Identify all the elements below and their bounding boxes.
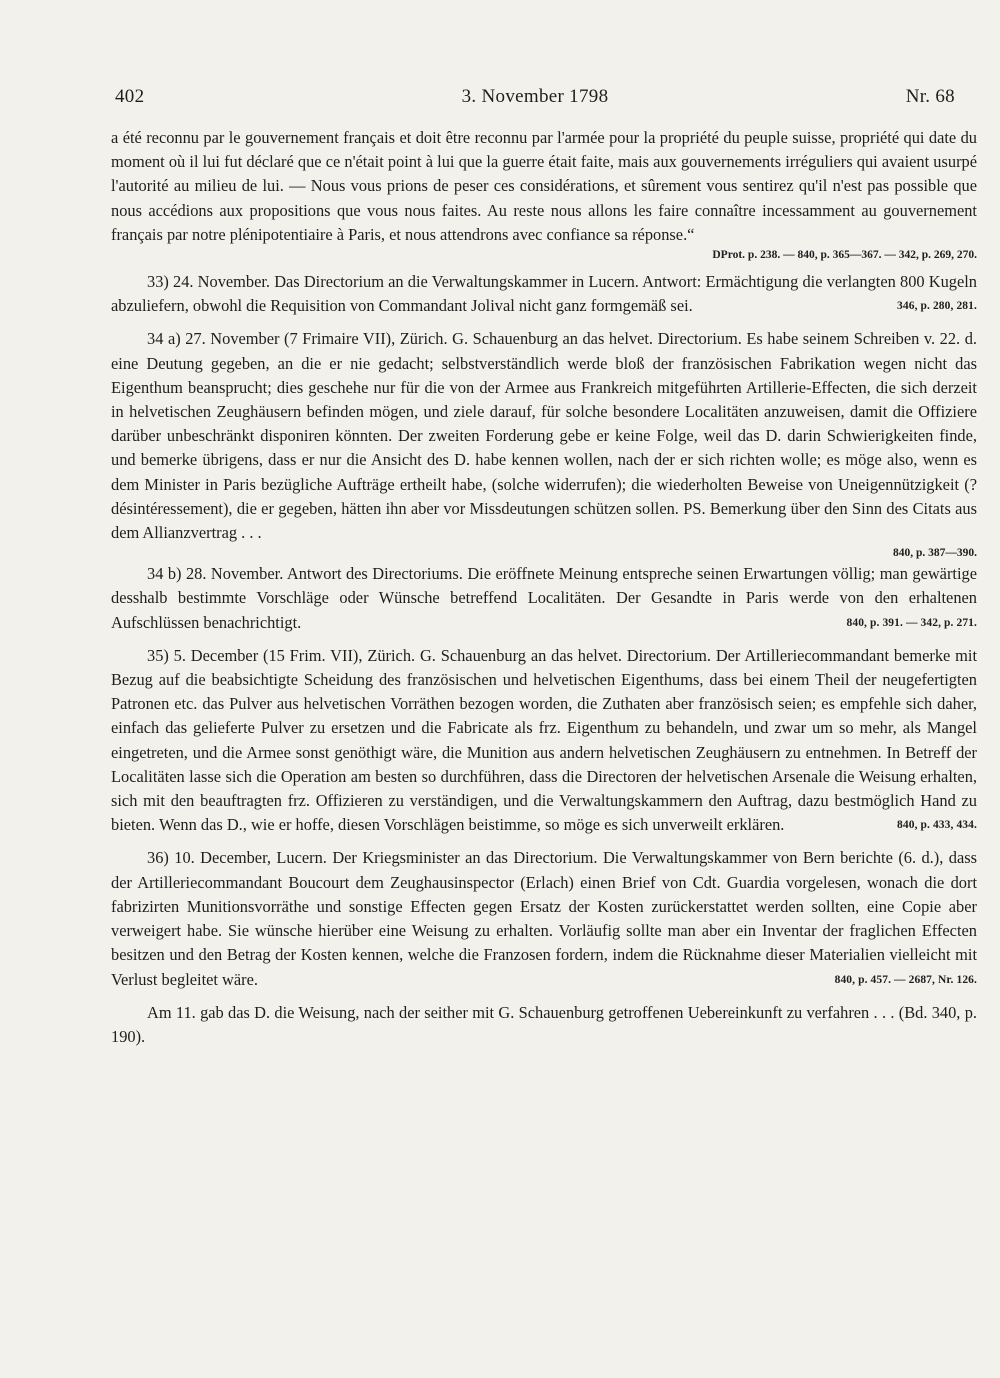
letter-end-text: a été reconnu par le gouvernement français et doit être reconnu par l'armée pour la propriété du peuple suisse, propriété qui date du moment où il lui fut déclaré que ce n'était point à lui que la guerre était faite, mais aux gouvernements irréguliers qui avaient usurpé l'autorité au milieu de lui. — Nous vous prions de peser ces considérations, et sûrement vous sentirez qu'il n'est pas possible que nous accédions aux propositions que vous nous faites. Au reste nous allons les faire connaître incessamment au gouvernement français par notre plénipotentiaire à Paris, et nous attendrons avec confiance sa réponse.“ [111,128,977,244]
item-number: Nr. 68 [905,86,955,107]
page-header [115,86,955,116]
entry-36-reference: 840, p. 457. — 2687, Nr. 126. [834,973,977,986]
page-body [111,126,977,1049]
entry-35-reference: 840, p. 433, 434. [897,819,977,832]
entry-34a-reference: 840, p. 387—390. [892,547,977,560]
entry-34b [111,562,977,635]
entry-36 [111,846,977,991]
entry-35 [111,644,977,838]
entry-35-text: 35) 5. December (15 Frim. VII), Zürich. G. Schauenburg an das helvet. Directorium. Der Artilleriecommandant bemerke mit Bezug auf die beabsichtigte Scheidung des französischen und helvetischen Eigenthums, dass bei einem Theil der neugefertigten Patronen etc. das Pulver aus helvetischen Vorräthen bezogen worden, die Zuthaten aber französisch seien; es empfehle sich daher, einfach das gelieferte Pulver zu ersetzen und die Fabricate als frz. Eigenthum zu behandeln, und zwar um so mehr, als Mangel eingetreten, und die Armee sonst genöthigt wäre, die Munition aus andern helvetischen Zeughäusern zu entnehmen. In Betreff der Localitäten lasse sich die Operation am besten so durchführen, dass die Directoren der helvetischen Arsenale die Weisung erhalten, sich mit den beauftragten frz. Offizieren zu verständigen, und die Verwaltungskammern den Auftrag, dazu bestmöglich Hand zu bieten. Wenn das D., wie er hoffe, diesen Vorschlägen beistimme, so möge es sich unverweilt erklären. [111,645,977,835]
entry-33-text: 33) 24. November. Das Directorium an die Verwaltungskammer in Lucern. Antwort: Ermächtigung die verlangten 800 Kugeln abzuliefern, obwohl die Requisition von Commandant Jolival nicht ganz formgemäß sei. [111,272,977,316]
entry-33 [111,270,977,318]
entry-34b-reference: 840, p. 391. — 342, p. 271. [846,616,977,629]
entry-34b-text: 34 b) 28. November. Antwort des Directoriums. Die eröffnete Meinung entspreche seinen Erwartungen völlig; man gewärtige desshalb bestimmte Vorschläge oder Wünsche betreffend Localitäten. Der Gesandte in Paris werde von den erhaltenen Aufschlüssen benachrichtigt. [111,564,977,632]
entry-34a-text: 34 a) 27. November (7 Frimaire VII), Zürich. G. Schauenburg an das helvet. Directorium. Es habe seinem Schreiben v. 22. d. eine Deutung gegeben, an die er nie gedacht; selbstverständlich werde bloß der französischen Fabrikation wegen nicht das Eigenthum beansprucht; dies geschehe nur für die von der Armee aus Frankreich mitgeführten Artillerie-Effecten, die sich derzeit in helvetischen Zeughäusern befinden mögen, und ziele darauf, für solche besondere Localitäten anzuweisen, damit die Offiziere darüber unbeschränkt disponiren könnten. Der zweiten Forderung gebe er keine Folge, weil das D. darin Schwierigkeiten finde, und bemerke übrigens, dass er nur die Ansicht des D. habe kennen wollen, nach der er sich richten wolle; es möge also, wenn es dem Minister in Paris bezügliche Aufträge ertheilt habe, (solche widerrufen); die wiederholten Beweise von Uneigennützigkeit (?désintéressement), die er gegeben, hätten ihn aber vor Missdeutungen schützen sollen. PS. Bemerkung über den Sinn des Citats aus dem Allianzvertrag . . . [111,329,977,543]
entry-36-note [111,1001,977,1049]
header-date: 3. November 1798 [461,86,609,107]
entry-36-text: 36) 10. December, Lucern. Der Kriegsminister an das Directorium. Die Verwaltungskammer von Bern berichte (6. d.), dass der Artilleriecommandant Boucourt dem Zeughausinspector (Erlach) einen Brief von Cdt. Guardia vorgelesen, wonach die dort fabrizirten Munitionsvorräthe und sonstige Effecten gegen Ersatz der Kosten zurückerstattet werden sollten, eine Copie aber verweigert habe. Sie wünsche hierüber eine Weisung zu erhalten. Vorläufig sollte man aber ein Inventar der fraglichen Effecten besitzen und den Betrag der Kosten kennen, welche die Franzosen fordern, indem die Rücknahme dieser Materialien vielleicht mit Verlust begleitet wäre. [111,848,977,989]
letter-end-reference: DProt. p. 238. — 840, p. 365—367. — 342, p. 269, 270. [712,249,977,262]
entry-33-reference: 346, p. 280, 281. [897,300,977,313]
entry-36-note-text: Am 11. gab das D. die Weisung, nach der seither mit G. Schauenburg getroffenen Uebereinkunft zu verfahren . . . (Bd. 340, p. 190). [111,1002,977,1046]
entry-34a [111,327,977,545]
page-number: 402 [115,86,145,107]
